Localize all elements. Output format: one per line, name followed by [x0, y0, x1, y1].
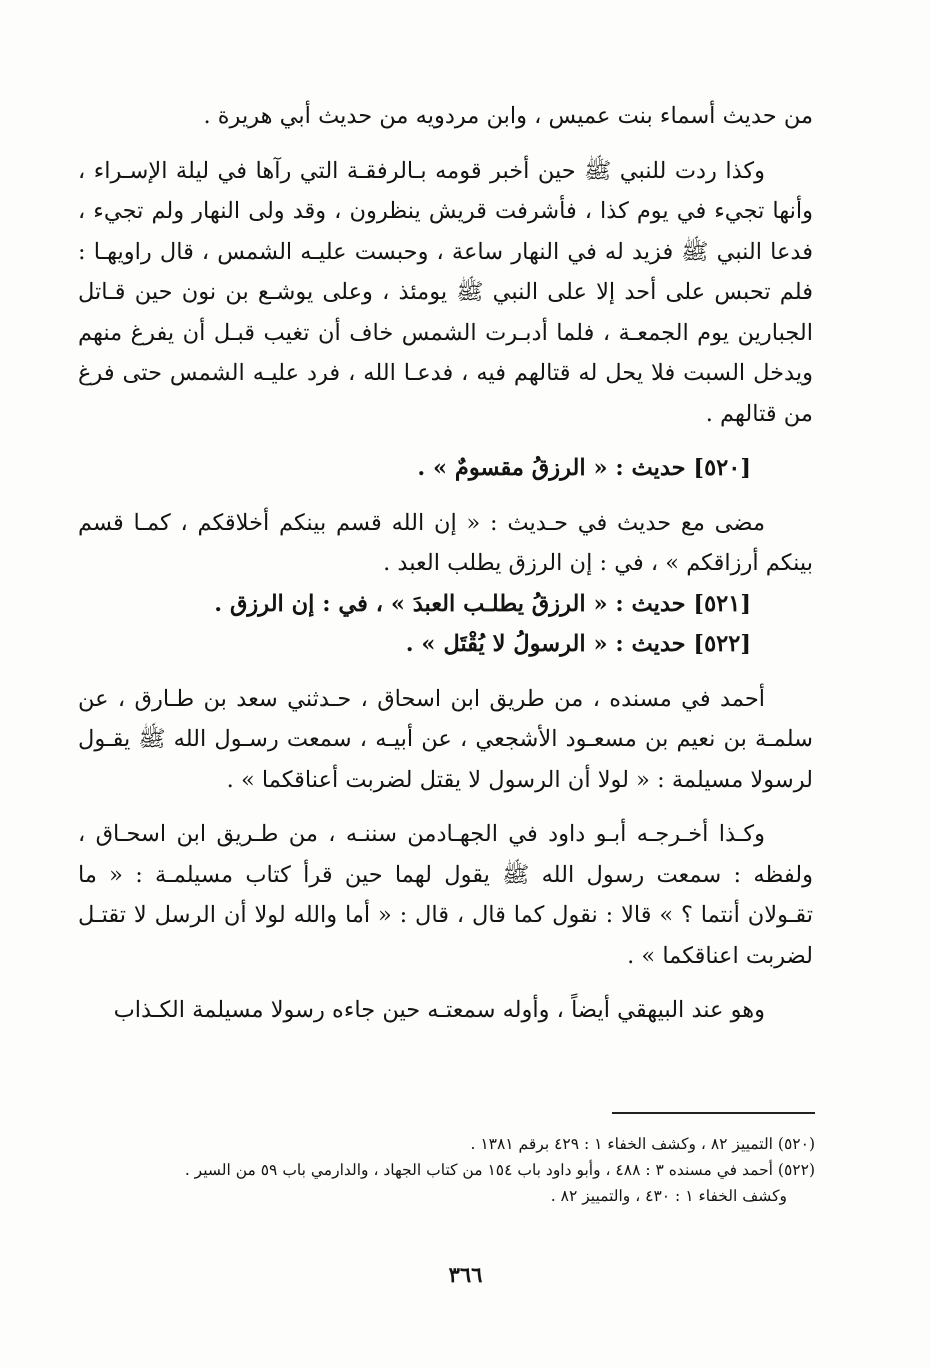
footnote-separator: [612, 1112, 815, 1114]
footnote-522: (٥٢٢) أحمد في مسنده ٣ : ٤٨٨ ، وأبو داود باب ١٥٤ من كتاب الجهاد ، والدارمي باب ٥٩ من السير .: [184, 1161, 815, 1179]
paragraph-3: مضى مع حديث في حـديث : « إن الله قسم بينكم أخلاقكم ، كمـا قسم بينكم أرزاقكم » ، في : إن الرزق يطلب العبد .: [78, 509, 813, 576]
hadith-heading-521: [٥٢١] حديث : « الرزقُ يطلـب العبدَ » ، في : إن الرزق .: [214, 590, 751, 617]
hadith-heading-520: [٥٢٠] حديث : « الرزقُ مقسومٌ » .: [417, 455, 751, 481]
paragraph-1: من حديث أسماء بنت عميس ، وابن مردويه من حديث أبي هريرة .: [203, 103, 813, 129]
footnote-520: (٥٢٠) التمييز ٨٢ ، وكشف الخفاء ١ : ٤٢٩ برقم ١٣٨١ .: [470, 1135, 815, 1153]
footnotes: [88, 1131, 815, 1209]
paragraph-4: أحمد في مسنده ، من طريق ابن اسحاق ، حـدثني سعد بن طـارق ، عن سلمـة بن نعيم بن مسعـود الأشجعي ، عن أبيـه ، سمعت رسـول الله ﷺ يقـول لرسولا مسيلمة : « لولا أن الرسول لا يقتل لضربت أعناقكما » .: [78, 685, 813, 793]
page-number: ٣٦٦: [448, 1262, 483, 1287]
main-text: [78, 96, 813, 1031]
paragraph-2: وكذا ردت للنبي ﷺ حين أخبر قومه بـالرفقـة التي رآها في ليلة الإسـراء ، وأنها تجيء في يوم كذا ، فأشرفت قريش ينظرون ، وقد ولى النهار ولم تجيء ، فدعا النبي ﷺ فزيد له في النهار ساعة ، وحبست عليـه الشمس ، قال راويهـا : فلم تحبس على أحد إلا على النبي ﷺ يومئذ ، وعلى يوشـع بن نون حين قـاتل الجبارين يوم الجمعـة ، فلما أدبـرت الشمس خاف أن تغيب قبـل أن يفرغ منهم ويدخل السبت فلا يحل له قتالهم فيه ، فدعـا الله ، فرد عليـه الشمس حتى فرغ من قتالهم .: [78, 157, 813, 427]
hadith-heading-522: [٥٢٢] حديث : « الرسولُ لا يُقْتَل » .: [405, 631, 751, 657]
paragraph-5: وكـذا أخـرجـه أبـو داود في الجهـادمن سننـه ، من طـريق ابن اسحـاق ، ولفظه : سمعت رسول الله ﷺ يقول لهما حين قرأ كتاب مسيلمـة : « ما تقـولان أنتما ؟ » قالا : نقول كما قال ، قال : « أما والله لولا أن الرسل لا تقتـل لضربت اعناقكما » .: [78, 821, 813, 969]
paragraph-6: وهو عند البيهقي أيضاً ، وأوله سمعتـه حين جاءه رسولا مسيلمة الكـذاب: [113, 997, 765, 1023]
footnote-522-continued: وكشف الخفاء ١ : ٤٣٠ ، والتمييز ٨٢ .: [550, 1187, 787, 1205]
